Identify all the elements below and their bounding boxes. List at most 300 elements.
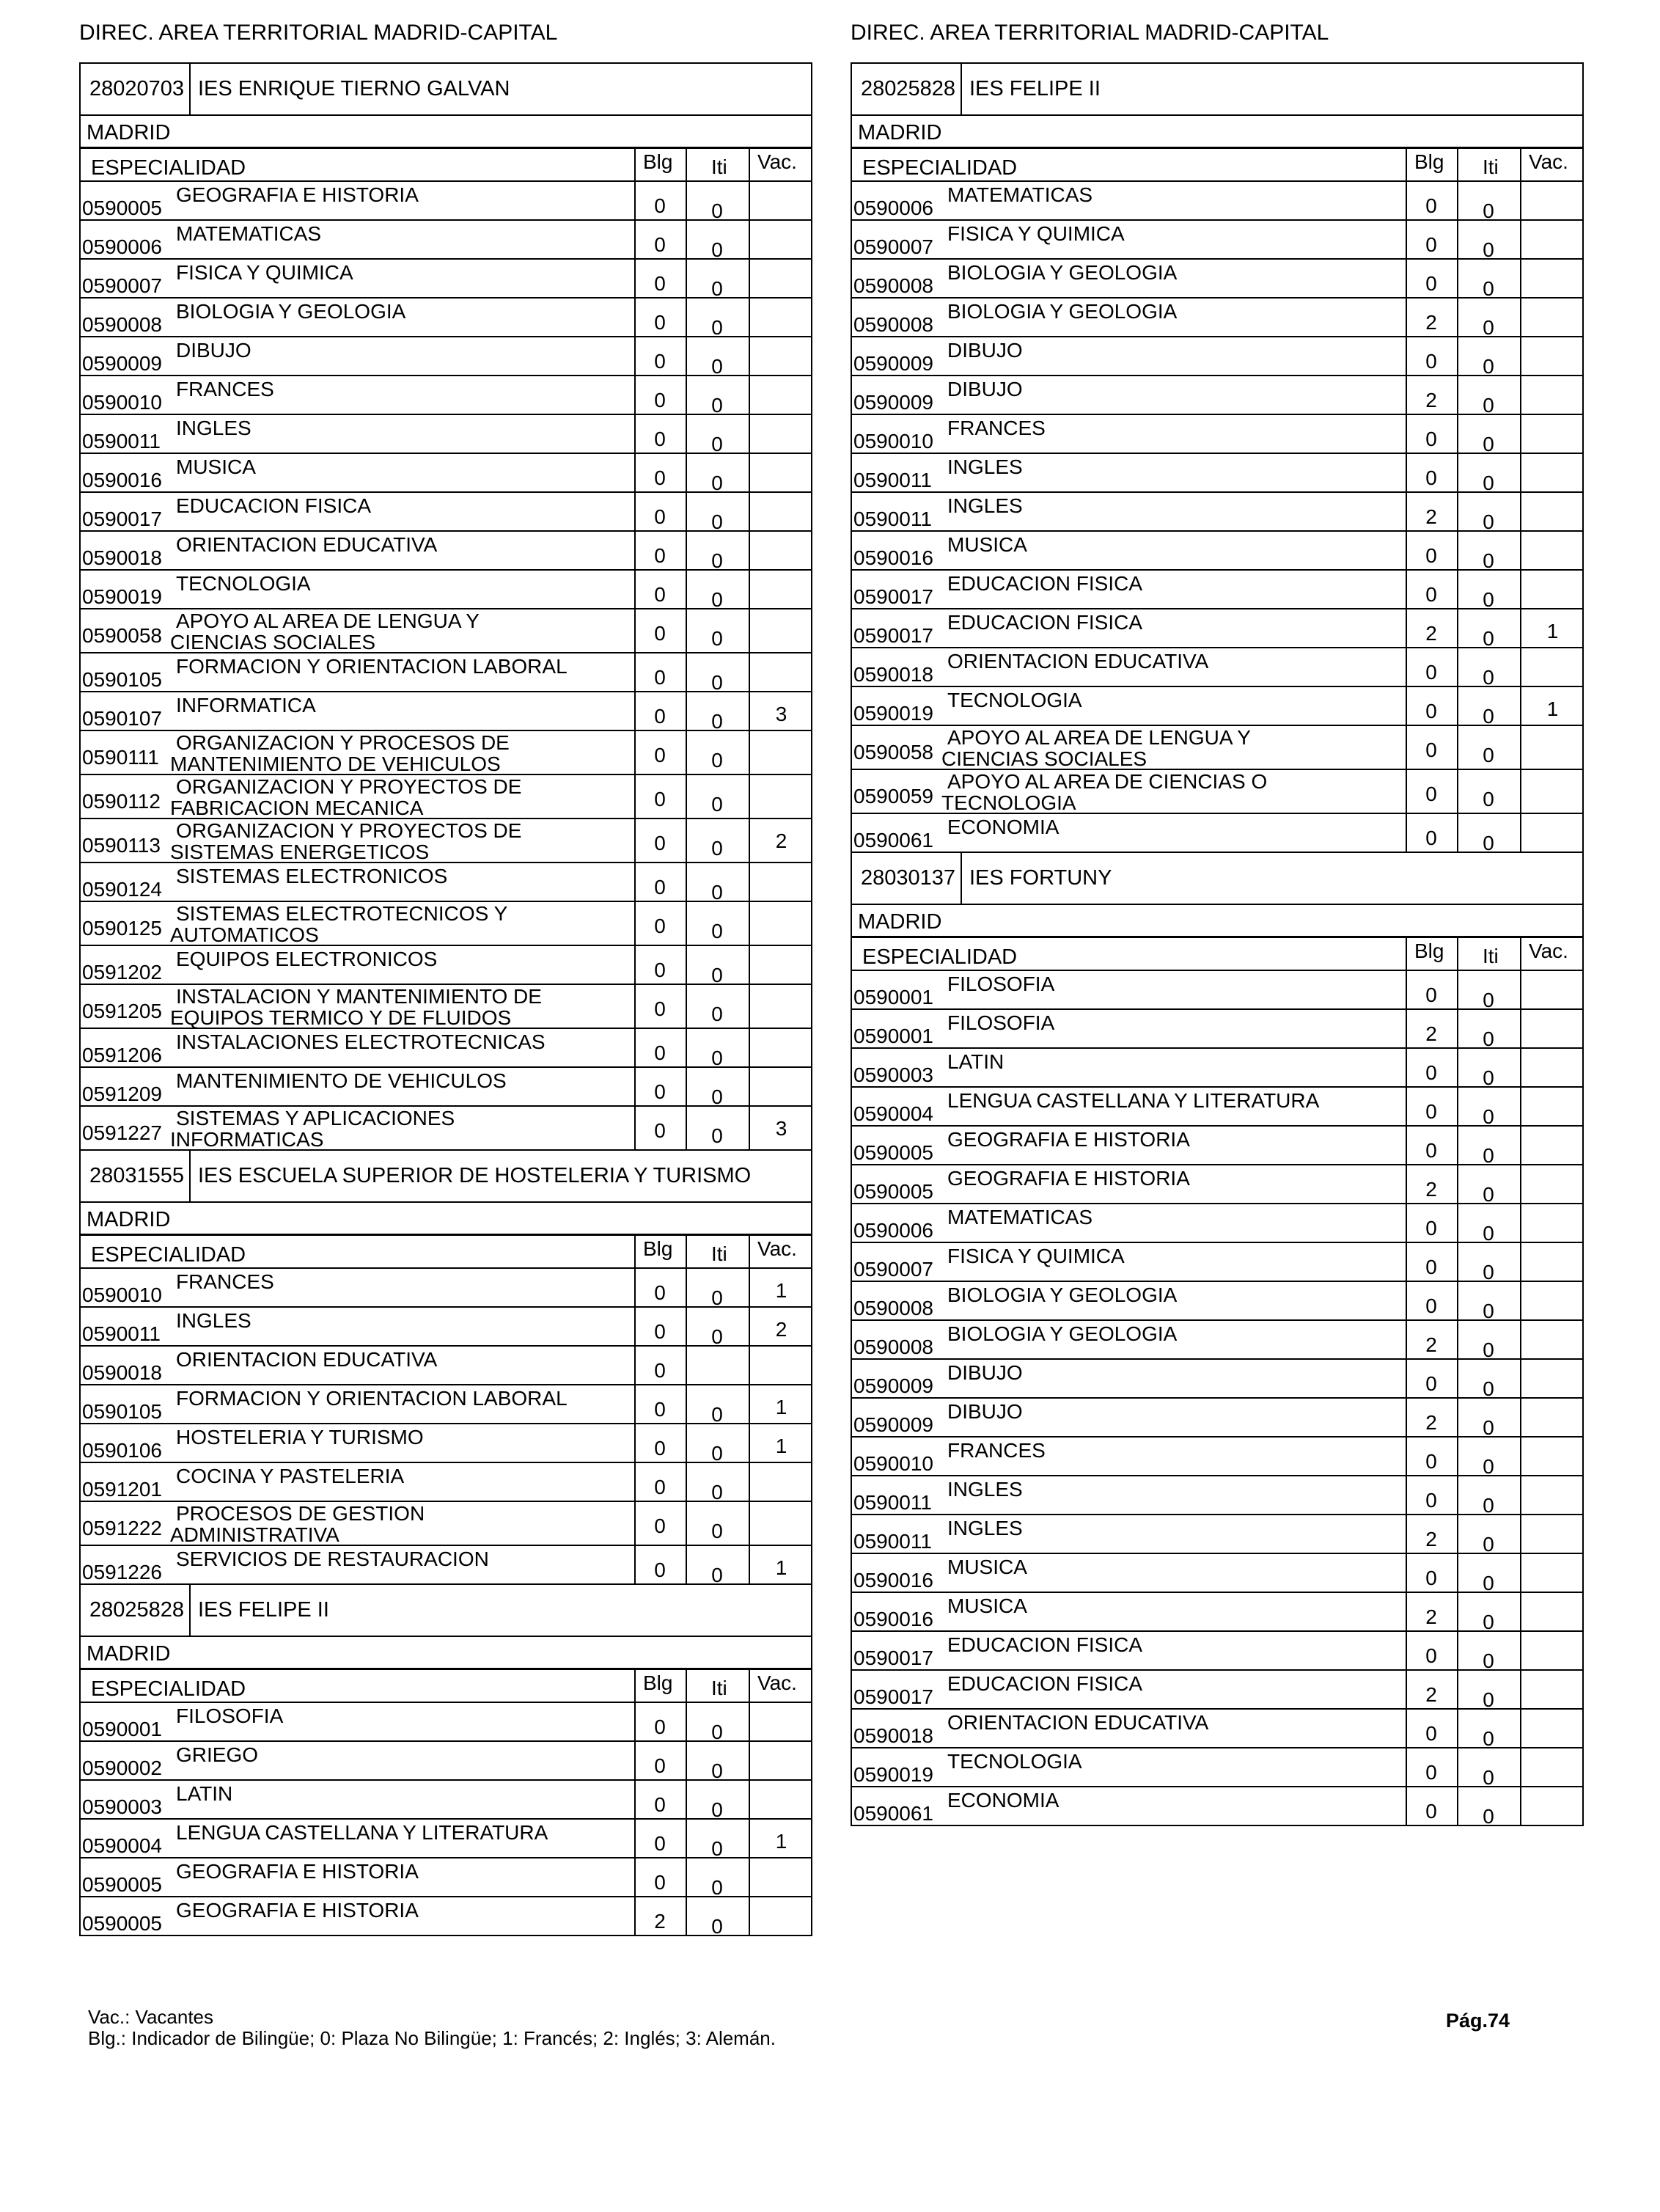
blg-value: 0 bbox=[654, 1515, 666, 1537]
column-divider bbox=[634, 493, 636, 530]
specialty-name bbox=[176, 262, 353, 284]
specialty-name-line: MATEMATICAS bbox=[176, 222, 322, 245]
column-divider bbox=[1457, 493, 1458, 530]
specialty-name-line: EDUCACION FISICA bbox=[947, 1633, 1143, 1656]
column-divider bbox=[749, 775, 750, 818]
column-divider bbox=[1457, 938, 1458, 970]
table-row bbox=[79, 730, 812, 774]
column-divider bbox=[749, 1781, 750, 1818]
table-row bbox=[79, 608, 812, 652]
table-row bbox=[79, 691, 812, 733]
column-divider bbox=[1520, 1204, 1521, 1242]
specialty-name-line: FRANCES bbox=[947, 417, 1046, 439]
iti-value: 0 bbox=[1483, 1105, 1494, 1128]
table-row bbox=[79, 774, 812, 818]
center-header bbox=[851, 62, 1584, 114]
blg-value: 2 bbox=[1425, 1605, 1437, 1628]
iti-value: 0 bbox=[711, 881, 723, 904]
specialty-code: 0590018 bbox=[82, 1361, 163, 1384]
blg-value: 0 bbox=[654, 583, 666, 606]
column-divider bbox=[686, 1029, 687, 1066]
column-divider bbox=[634, 299, 636, 336]
column-divider bbox=[1457, 1787, 1458, 1825]
center-divider bbox=[961, 64, 962, 114]
specialty-code: 0590018 bbox=[853, 1724, 934, 1747]
vac-value: 3 bbox=[775, 703, 787, 725]
specialty-name-line: ECONOMIA bbox=[947, 816, 1059, 838]
column-divider bbox=[686, 571, 687, 608]
table-row bbox=[851, 1553, 1584, 1592]
table-row bbox=[79, 414, 812, 453]
blg-value: 0 bbox=[654, 389, 666, 411]
table-row bbox=[851, 336, 1584, 378]
iti-value: 0 bbox=[1483, 1494, 1494, 1517]
specialty-code: 0590010 bbox=[82, 391, 163, 414]
blg-value: 2 bbox=[1425, 505, 1437, 528]
column-divider bbox=[749, 819, 750, 862]
specialty-name bbox=[176, 1822, 548, 1844]
column-divider bbox=[1520, 337, 1521, 375]
table-row bbox=[851, 1630, 1584, 1672]
table-row bbox=[851, 258, 1584, 300]
specialty-name bbox=[947, 1673, 1142, 1695]
specialty-name-line: INGLES bbox=[947, 455, 1023, 478]
column-divider bbox=[1520, 299, 1521, 336]
iti-value: 0 bbox=[711, 1403, 723, 1426]
column-divider bbox=[634, 653, 636, 691]
specialty-name bbox=[947, 689, 1082, 711]
specialty-name-line: MUSICA bbox=[947, 1556, 1027, 1578]
specialty-name-line: MANTENIMIENTO DE VEHICULOS bbox=[176, 1069, 507, 1092]
iti-value: 0 bbox=[711, 627, 723, 650]
iti-value: 0 bbox=[711, 964, 723, 986]
column-header-row bbox=[79, 1668, 812, 1702]
table-row bbox=[79, 901, 812, 945]
column-divider bbox=[634, 1742, 636, 1779]
iti-value: 0 bbox=[1483, 1533, 1494, 1556]
iti-value: 0 bbox=[1483, 238, 1494, 261]
column-divider bbox=[686, 653, 687, 691]
specialty-code: 0590004 bbox=[82, 1834, 163, 1857]
table-row bbox=[79, 180, 812, 222]
specialty-code: 0590003 bbox=[82, 1795, 163, 1818]
column-divider bbox=[749, 902, 750, 945]
column-divider bbox=[749, 1820, 750, 1857]
blg-value: 0 bbox=[654, 832, 666, 854]
location-label: MADRID bbox=[87, 1208, 171, 1231]
specialty-code: 0590010 bbox=[853, 430, 934, 453]
column-divider bbox=[1520, 1165, 1521, 1203]
blg-value: 2 bbox=[1425, 1022, 1437, 1045]
specialty-code: 0590019 bbox=[853, 702, 934, 725]
specialty-code: 0590005 bbox=[82, 197, 163, 219]
iti-value: 0 bbox=[1483, 199, 1494, 222]
column-divider bbox=[634, 149, 636, 180]
column-divider bbox=[634, 532, 636, 569]
specialty-code: 0590008 bbox=[82, 313, 163, 336]
blg-value: 0 bbox=[1425, 428, 1437, 450]
column-divider bbox=[749, 1546, 750, 1583]
specialty-code: 0590004 bbox=[853, 1102, 934, 1125]
column-divider bbox=[1520, 1282, 1521, 1319]
specialty-name-line: ORIENTACION EDUCATIVA bbox=[176, 533, 438, 556]
specialty-name-line: INFORMATICA bbox=[176, 694, 316, 717]
column-divider bbox=[1457, 337, 1458, 375]
column-divider bbox=[686, 1781, 687, 1818]
specialty-name bbox=[947, 1634, 1142, 1656]
specialty-name-line: FISICA Y QUIMICA bbox=[176, 261, 353, 284]
specialty-name bbox=[176, 456, 256, 478]
specialty-name bbox=[176, 1031, 546, 1053]
specialty-name-line: ADMINISTRATIVA bbox=[170, 1523, 339, 1546]
iti-value: 0 bbox=[711, 433, 723, 455]
specialty-name-line: FILOSOFIA bbox=[947, 1011, 1055, 1034]
specialty-code: 0590011 bbox=[853, 1491, 932, 1514]
specialty-name bbox=[176, 534, 437, 556]
center-divider bbox=[189, 64, 191, 114]
column-divider bbox=[686, 182, 687, 219]
iti-value: 0 bbox=[711, 1085, 723, 1108]
specialty-name bbox=[170, 1107, 455, 1151]
specialty-name-line: LATIN bbox=[947, 1050, 1005, 1073]
specialty-name bbox=[947, 1712, 1208, 1734]
column-divider bbox=[1457, 1515, 1458, 1553]
specialty-name bbox=[947, 1440, 1046, 1462]
column-divider bbox=[1457, 1710, 1458, 1747]
specialty-name bbox=[176, 656, 568, 678]
specialty-name-line: BIOLOGIA Y GEOLOGIA bbox=[947, 261, 1178, 284]
specialty-code: 0591227 bbox=[82, 1121, 163, 1144]
column-divider bbox=[1457, 1632, 1458, 1669]
column-divider bbox=[1457, 376, 1458, 414]
blg-value: 0 bbox=[1425, 1489, 1437, 1512]
column-divider bbox=[634, 609, 636, 652]
column-divider bbox=[749, 532, 750, 569]
location-label: MADRID bbox=[858, 910, 942, 934]
center-location bbox=[851, 114, 1584, 147]
specialty-name bbox=[947, 378, 1023, 400]
column-divider bbox=[686, 1858, 687, 1896]
blg-value: 0 bbox=[654, 1080, 666, 1103]
column-divider bbox=[1520, 493, 1521, 530]
table-row bbox=[851, 530, 1584, 572]
center-name: IES ESCUELA SUPERIOR DE HOSTELERIA Y TURISMO bbox=[198, 1164, 752, 1187]
specialty-code: 0590001 bbox=[853, 1025, 934, 1047]
specialty-name bbox=[947, 1362, 1023, 1384]
center-code: 28031555 bbox=[89, 1164, 185, 1187]
location-label: MADRID bbox=[87, 121, 171, 144]
specialty-name-line: FRANCES bbox=[176, 1270, 274, 1293]
iti-value: 0 bbox=[1483, 1688, 1494, 1711]
specialty-name bbox=[176, 378, 274, 400]
specialty-code: 0591209 bbox=[82, 1083, 163, 1105]
column-divider bbox=[634, 863, 636, 901]
center-code: 28020703 bbox=[89, 77, 185, 100]
specialty-code: 0590018 bbox=[853, 663, 934, 686]
blg-value: 0 bbox=[1425, 1061, 1437, 1084]
blg-value: 0 bbox=[1425, 544, 1437, 567]
column-divider bbox=[634, 692, 636, 730]
specialty-name-line: INGLES bbox=[176, 417, 251, 439]
iti-value: 0 bbox=[711, 920, 723, 942]
column-divider bbox=[1520, 1243, 1521, 1281]
column-divider bbox=[686, 1742, 687, 1779]
specialty-name-line: FORMACION Y ORIENTACION LABORAL bbox=[176, 655, 568, 678]
specialty-name-line: GEOGRAFIA E HISTORIA bbox=[176, 1860, 419, 1883]
center-code: 28030137 bbox=[861, 866, 956, 890]
column-divider bbox=[1520, 415, 1521, 453]
specialty-name-line: DIBUJO bbox=[947, 1400, 1023, 1423]
specialty-name bbox=[941, 726, 1251, 770]
iti-value: 0 bbox=[1483, 510, 1494, 533]
specialty-name-line: INGLES bbox=[947, 1478, 1023, 1501]
blg-value: 0 bbox=[654, 194, 666, 217]
specialty-name-line: EDUCACION FISICA bbox=[947, 611, 1143, 634]
column-divider bbox=[1457, 971, 1458, 1008]
specialty-code: 0590010 bbox=[853, 1452, 934, 1475]
specialty-name bbox=[947, 1245, 1125, 1267]
column-divider bbox=[686, 1236, 687, 1267]
specialty-name-line: HOSTELERIA Y TURISMO bbox=[176, 1426, 424, 1449]
specialty-name-line: ORGANIZACION Y PROYECTOS DE bbox=[176, 819, 522, 842]
column-divider bbox=[1457, 1010, 1458, 1047]
iti-value: 0 bbox=[1483, 1338, 1494, 1361]
column-divider bbox=[749, 985, 750, 1028]
iti-value: 0 bbox=[1483, 1300, 1494, 1322]
column-divider bbox=[1406, 149, 1407, 180]
iti-value: 0 bbox=[711, 1759, 723, 1782]
column-divider bbox=[749, 946, 750, 984]
blg-value: 0 bbox=[654, 1437, 666, 1460]
iti-value: 0 bbox=[711, 1003, 723, 1025]
column-divider bbox=[1406, 1710, 1407, 1747]
column-divider bbox=[634, 1670, 636, 1702]
column-divider bbox=[1457, 260, 1458, 297]
iti-value: 0 bbox=[711, 1564, 723, 1586]
blg-value: 0 bbox=[1425, 1761, 1437, 1784]
column-divider bbox=[749, 1308, 750, 1345]
center-header bbox=[79, 62, 812, 114]
specialty-code: 0590017 bbox=[853, 585, 934, 608]
vac-value: 1 bbox=[775, 1830, 787, 1853]
column-divider bbox=[634, 1236, 636, 1267]
iti-value: 0 bbox=[711, 1047, 723, 1069]
table-row bbox=[851, 1786, 1584, 1828]
column-divider bbox=[686, 863, 687, 901]
specialty-name-line: SISTEMAS Y APLICACIONES bbox=[176, 1107, 455, 1129]
column-divider bbox=[634, 1502, 636, 1545]
table-row bbox=[79, 375, 812, 417]
column-divider bbox=[1457, 648, 1458, 686]
specialty-code: 0590019 bbox=[853, 1763, 934, 1786]
iti-value: 0 bbox=[1483, 1611, 1494, 1633]
column-divider bbox=[686, 692, 687, 730]
center-header bbox=[79, 1149, 812, 1201]
iti-value: 0 bbox=[711, 1798, 723, 1821]
specialty-name bbox=[947, 184, 1092, 206]
column-divider bbox=[1406, 454, 1407, 491]
blg-value: 0 bbox=[654, 466, 666, 489]
column-divider bbox=[686, 1463, 687, 1501]
specialty-name bbox=[947, 1751, 1082, 1773]
table-row bbox=[851, 1319, 1584, 1361]
blg-value: 0 bbox=[654, 350, 666, 373]
specialty-name bbox=[170, 902, 508, 946]
specialty-name-line: BIOLOGIA Y GEOLOGIA bbox=[947, 1283, 1178, 1306]
blg-value: 0 bbox=[654, 997, 666, 1020]
specialty-code: 0591201 bbox=[82, 1478, 163, 1501]
vac-value: 1 bbox=[775, 1279, 787, 1302]
specialty-name bbox=[176, 301, 405, 323]
center-location bbox=[79, 1201, 812, 1234]
blg-value: 0 bbox=[1425, 984, 1437, 1006]
column-divider bbox=[749, 1858, 750, 1896]
blg-value: 0 bbox=[654, 1871, 666, 1894]
vac-value: 1 bbox=[1546, 697, 1559, 720]
blg-value: 0 bbox=[654, 311, 666, 334]
column-divider bbox=[1457, 1088, 1458, 1125]
blg-value: 0 bbox=[654, 1398, 666, 1421]
column-divider bbox=[1406, 971, 1407, 1008]
specialty-code: 0591206 bbox=[82, 1044, 163, 1066]
blg-value: 0 bbox=[1425, 1256, 1437, 1278]
specialty-code: 0591205 bbox=[82, 1000, 163, 1022]
table-row bbox=[851, 769, 1584, 813]
column-divider bbox=[634, 1897, 636, 1935]
column-divider bbox=[1520, 1049, 1521, 1086]
specialty-name bbox=[170, 731, 510, 775]
specialty-name-line: CIENCIAS SOCIALES bbox=[941, 747, 1147, 770]
blg-header: Blg bbox=[643, 150, 673, 173]
table-row bbox=[851, 686, 1584, 728]
column-divider bbox=[1457, 1593, 1458, 1630]
specialty-name-line: SISTEMAS ENERGETICOS bbox=[170, 841, 430, 863]
specialty-name-line: INSTALACION Y MANTENIMIENTO DE bbox=[176, 985, 542, 1008]
specialty-name bbox=[176, 1310, 251, 1332]
column-divider bbox=[1520, 149, 1521, 180]
column-divider bbox=[1406, 1476, 1407, 1514]
column-divider bbox=[634, 1546, 636, 1583]
specialty-code: 0591226 bbox=[82, 1561, 163, 1583]
right-direction-header: DIREC. AREA TERRITORIAL MADRID-CAPITAL bbox=[851, 21, 1329, 45]
blg-header: Blg bbox=[643, 1237, 673, 1260]
column-divider bbox=[1457, 609, 1458, 647]
table-row bbox=[851, 813, 1584, 852]
specialty-code: 0590009 bbox=[82, 352, 163, 375]
specialty-code: 0590008 bbox=[853, 313, 934, 336]
specialty-name-line: LENGUA CASTELLANA Y LITERATURA bbox=[947, 1089, 1320, 1112]
specialty-name bbox=[947, 340, 1023, 362]
iti-value: 0 bbox=[1483, 394, 1494, 417]
table-row bbox=[79, 1857, 812, 1899]
table-row bbox=[851, 970, 1584, 1011]
column-divider bbox=[686, 902, 687, 945]
specialty-name bbox=[176, 1388, 568, 1410]
column-divider bbox=[749, 1742, 750, 1779]
column-divider bbox=[634, 902, 636, 945]
table-row bbox=[79, 1267, 812, 1309]
blg-value: 0 bbox=[1425, 661, 1437, 684]
table-row bbox=[79, 297, 812, 339]
column-divider bbox=[749, 1107, 750, 1149]
iti-value: 0 bbox=[711, 394, 723, 417]
blg-value: 0 bbox=[654, 1476, 666, 1498]
specialty-name-line: LENGUA CASTELLANA Y LITERATURA bbox=[176, 1821, 548, 1844]
table-row bbox=[79, 258, 812, 300]
column-divider bbox=[686, 1670, 687, 1702]
specialty-name-line: TECNOLOGIA bbox=[947, 689, 1082, 711]
column-divider bbox=[1406, 493, 1407, 530]
center-divider bbox=[189, 1585, 191, 1636]
blg-value: 2 bbox=[654, 1910, 666, 1933]
column-divider bbox=[1406, 1554, 1407, 1592]
blg-value: 0 bbox=[1425, 739, 1437, 761]
vac-value: 2 bbox=[775, 1318, 787, 1341]
specialty-name bbox=[947, 534, 1027, 556]
specialty-code: 0590058 bbox=[853, 741, 934, 763]
table-row bbox=[79, 1028, 812, 1069]
iti-value: 0 bbox=[1483, 1261, 1494, 1283]
column-divider bbox=[1457, 1049, 1458, 1086]
column-divider bbox=[749, 415, 750, 453]
blg-value: 0 bbox=[1425, 783, 1437, 805]
specialty-name bbox=[947, 417, 1046, 439]
column-divider bbox=[1457, 532, 1458, 569]
center-divider bbox=[961, 853, 962, 904]
location-label: MADRID bbox=[87, 1642, 171, 1666]
column-divider bbox=[1457, 1204, 1458, 1242]
table-row bbox=[851, 1475, 1584, 1517]
specialty-code: 0590009 bbox=[853, 391, 934, 414]
blg-value: 0 bbox=[1425, 700, 1437, 722]
blg-value: 2 bbox=[1425, 622, 1437, 645]
column-divider bbox=[1520, 648, 1521, 686]
column-divider bbox=[749, 863, 750, 901]
column-divider bbox=[686, 1269, 687, 1306]
specialty-name-line: GEOGRAFIA E HISTORIA bbox=[176, 1899, 419, 1922]
table-row bbox=[79, 1818, 812, 1860]
table-row bbox=[79, 862, 812, 904]
specialty-name bbox=[947, 1401, 1023, 1423]
especialidad-header: ESPECIALIDAD bbox=[862, 156, 1018, 180]
column-divider bbox=[634, 415, 636, 453]
blg-value: 0 bbox=[1425, 1567, 1437, 1589]
center-name: IES FELIPE II bbox=[198, 1598, 329, 1622]
specialty-code: 0590113 bbox=[82, 834, 161, 857]
specialty-name bbox=[176, 223, 321, 245]
specialty-name-line: BIOLOGIA Y GEOLOGIA bbox=[947, 300, 1178, 323]
vac-value: 1 bbox=[775, 1396, 787, 1418]
column-divider bbox=[634, 1424, 636, 1462]
specialty-name-line: FILOSOFIA bbox=[176, 1704, 284, 1727]
iti-value: 0 bbox=[1483, 705, 1494, 728]
column-divider bbox=[1520, 1515, 1521, 1553]
table-row bbox=[79, 818, 812, 862]
blg-value: 0 bbox=[1425, 1450, 1437, 1473]
blg-header: Blg bbox=[643, 1671, 673, 1694]
column-divider bbox=[1406, 1010, 1407, 1047]
column-divider bbox=[1406, 376, 1407, 414]
specialty-name bbox=[176, 1705, 283, 1727]
iti-header: Iti bbox=[1483, 155, 1499, 178]
specialty-name-line: LATIN bbox=[176, 1782, 233, 1805]
blg-value: 0 bbox=[654, 876, 666, 898]
iti-value: 0 bbox=[711, 1876, 723, 1899]
column-divider bbox=[1520, 1399, 1521, 1436]
blg-value: 0 bbox=[654, 505, 666, 528]
column-header-row bbox=[851, 936, 1584, 970]
column-divider bbox=[634, 1269, 636, 1306]
